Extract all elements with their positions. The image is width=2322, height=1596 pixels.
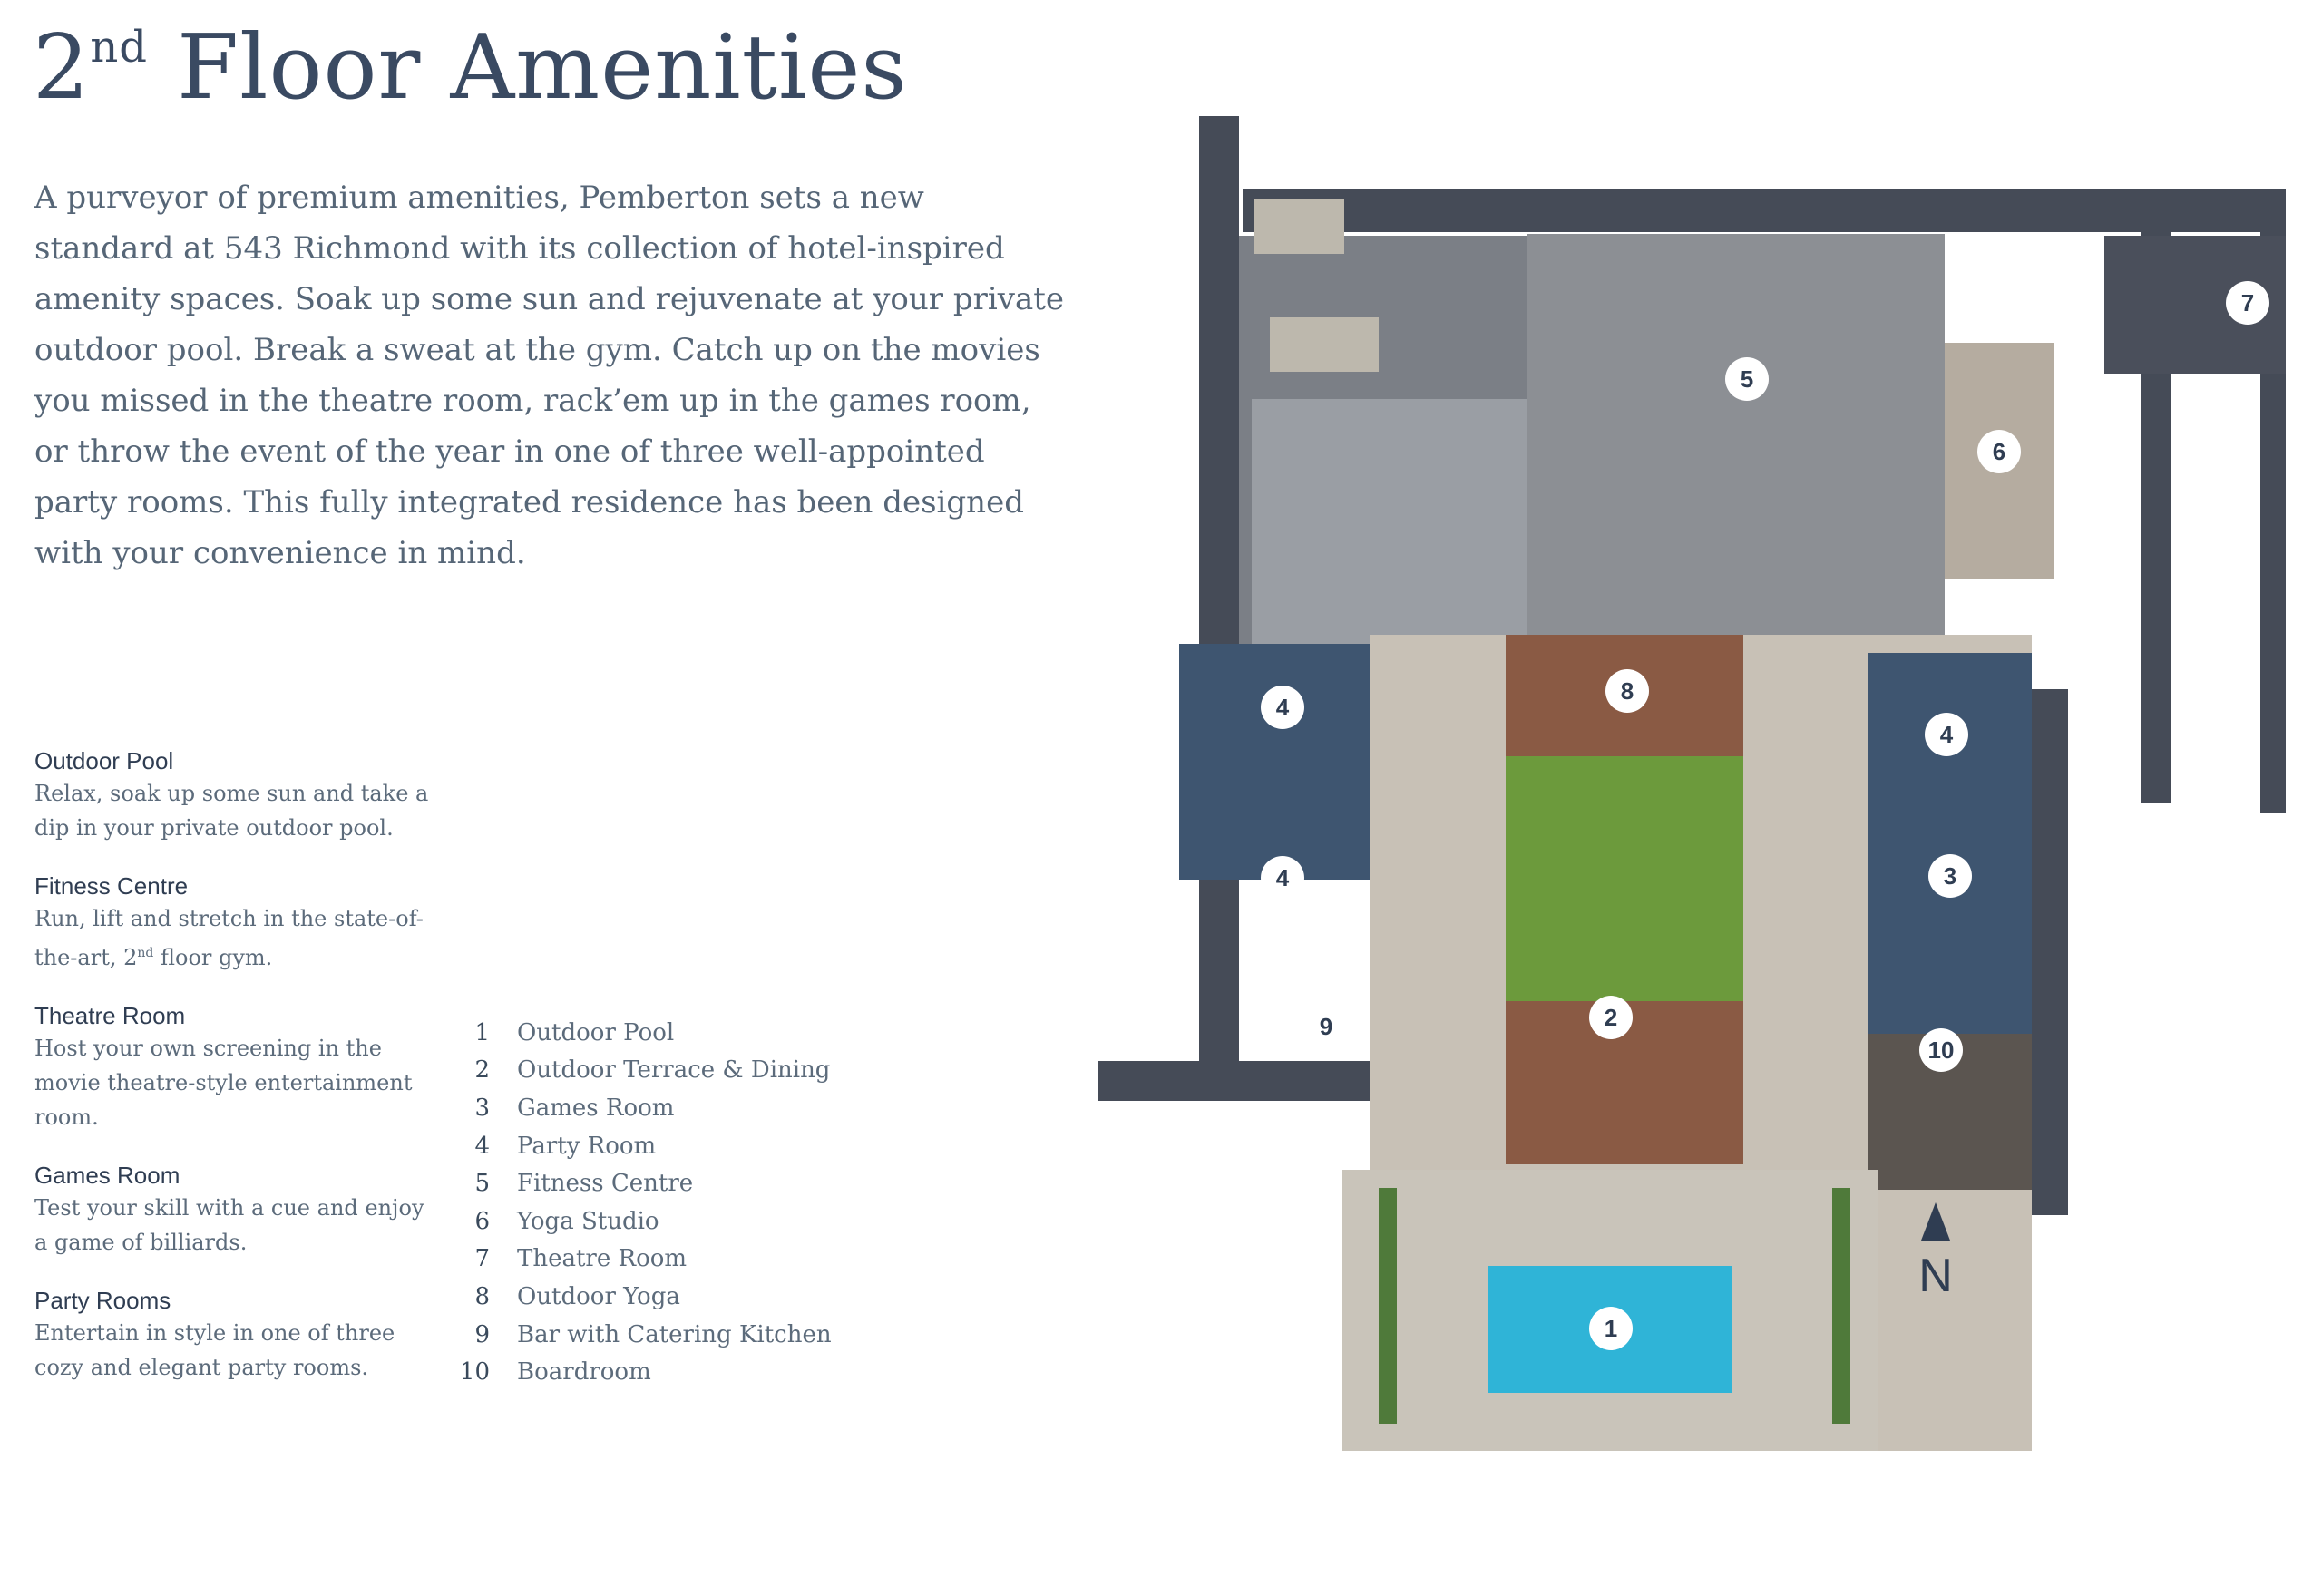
legend-label: Outdoor Pool — [517, 1018, 675, 1046]
feature-text-after: floor gym. — [153, 945, 273, 970]
feature-outdoor-pool — [34, 745, 434, 845]
legend-number: 3 — [474, 1094, 490, 1122]
legend-item — [454, 1014, 832, 1052]
feature-description — [34, 901, 434, 975]
legend-label: Fitness Centre — [517, 1170, 694, 1198]
legend-number: 7 — [474, 1245, 490, 1273]
marker-9 — [1304, 1005, 1348, 1048]
marker-6 — [1977, 430, 2021, 473]
legend-number: 5 — [474, 1170, 490, 1198]
marker-4 — [1261, 686, 1304, 729]
legend-label: Outdoor Terrace & Dining — [517, 1056, 831, 1085]
marker-number: 4 — [1275, 864, 1290, 891]
title-prefix: 2 — [33, 16, 91, 120]
feature-description: Relax, soak up some sun and take a dip in your private outdoor pool. — [34, 781, 429, 841]
north-label: N — [1918, 1250, 1953, 1302]
legend-item — [454, 1316, 832, 1354]
legend-label: Theatre Room — [517, 1245, 688, 1273]
feature-party-rooms — [34, 1285, 434, 1385]
west-wall — [1199, 116, 1239, 1095]
marker-number: 4 — [1939, 721, 1954, 748]
marker-3 — [1928, 854, 1972, 898]
marker-5 — [1725, 357, 1769, 401]
southwest-wall — [1098, 1061, 1406, 1101]
marker-number: 9 — [1319, 1013, 1333, 1040]
legend-number: 1 — [474, 1018, 490, 1046]
legend-label: Bar with Catering Kitchen — [517, 1320, 832, 1348]
marker-number: 8 — [1620, 677, 1634, 705]
marker-number: 1 — [1604, 1315, 1618, 1342]
legend-number: 10 — [459, 1358, 490, 1387]
marker-10 — [1919, 1028, 1963, 1072]
feature-heading: Fitness Centre — [34, 872, 189, 900]
storage-room — [1270, 317, 1379, 372]
legend-label: Yoga Studio — [517, 1207, 659, 1235]
legend-item — [454, 1052, 832, 1090]
storage-room — [1254, 200, 1344, 254]
legend-item — [454, 1241, 832, 1279]
lawn — [1506, 756, 1743, 1001]
feature-theatre-room — [34, 1000, 434, 1134]
marker-4 — [1261, 856, 1304, 900]
feature-heading: Theatre Room — [34, 1002, 186, 1029]
feature-text-before: Run, lift and stretch in the state-of-the-art, 2 — [34, 906, 424, 970]
north-wall — [1243, 189, 2286, 232]
feature-description: Test your skill with a cue and enjoy a game of billiards. — [34, 1195, 424, 1255]
marker-number: 5 — [1740, 365, 1754, 393]
planter — [1832, 1188, 1850, 1424]
marker-8 — [1605, 669, 1649, 713]
legend-number: 6 — [474, 1207, 490, 1235]
marker-number: 2 — [1604, 1004, 1618, 1031]
legend-item — [454, 1089, 832, 1127]
marker-number: 6 — [1992, 438, 2006, 465]
title-superscript: nd — [90, 22, 148, 73]
marker-number: 10 — [1927, 1036, 1955, 1064]
marker-number: 3 — [1943, 862, 1957, 890]
feature-fitness-centre — [34, 871, 434, 975]
legend-item — [454, 1278, 832, 1316]
legend-number: 2 — [474, 1056, 490, 1085]
legend-label: Outdoor Yoga — [517, 1282, 680, 1310]
legend-item — [454, 1127, 832, 1165]
feature-description: Host your own screening in the movie theatre-style entertainment room. — [34, 1036, 413, 1130]
title-suffix: Floor Amenities — [148, 16, 908, 120]
marker-7 — [2226, 281, 2269, 325]
amenity-legend — [454, 1014, 832, 1391]
legend-label: Games Room — [517, 1094, 675, 1122]
feature-list — [34, 745, 434, 1410]
legend-label: Boardroom — [517, 1358, 651, 1387]
feature-games-room — [34, 1160, 434, 1260]
marker-4 — [1925, 713, 1968, 756]
party-room-west — [1179, 644, 1370, 880]
legend-number: 9 — [474, 1320, 490, 1348]
marker-number: 7 — [2240, 289, 2255, 316]
floor-plan — [1088, 109, 2304, 1451]
games-and-party-rooms — [1868, 653, 2032, 1034]
marker-2 — [1589, 996, 1633, 1039]
legend-item — [454, 1164, 832, 1202]
legend-item — [454, 1202, 832, 1241]
feature-description: Entertain in style in one of three cozy and elegant party rooms. — [34, 1320, 395, 1380]
feature-heading: Games Room — [34, 1162, 180, 1189]
marker-number: 4 — [1275, 694, 1290, 721]
east-wall-lower — [2032, 689, 2068, 1215]
planter — [1379, 1188, 1397, 1424]
page-title — [33, 16, 908, 120]
feature-superscript: nd — [137, 946, 154, 960]
intro-paragraph: A purveyor of premium amenities, Pemberton sets a new standard at 543 Richmond with its collection of hotel-inspired amenity spaces. Soak up some sun and rejuvenate at your private outdoor pool. Break a sweat at the gym. Catch up on the movies you missed in the theatre room, rack’em up in the games room, or throw the event of the year in one of three well-appointed party rooms. This fully integrated residence has been designed with your convenience in mind. — [34, 180, 1065, 571]
feature-heading: Party Rooms — [34, 1287, 171, 1314]
legend-number: 4 — [474, 1132, 490, 1160]
feature-heading: Outdoor Pool — [34, 747, 174, 774]
legend-item — [454, 1353, 832, 1391]
fitness-centre-area — [1527, 234, 1945, 640]
legend-number: 8 — [474, 1282, 490, 1310]
legend-label: Party Room — [517, 1132, 657, 1160]
marker-1 — [1589, 1307, 1633, 1350]
